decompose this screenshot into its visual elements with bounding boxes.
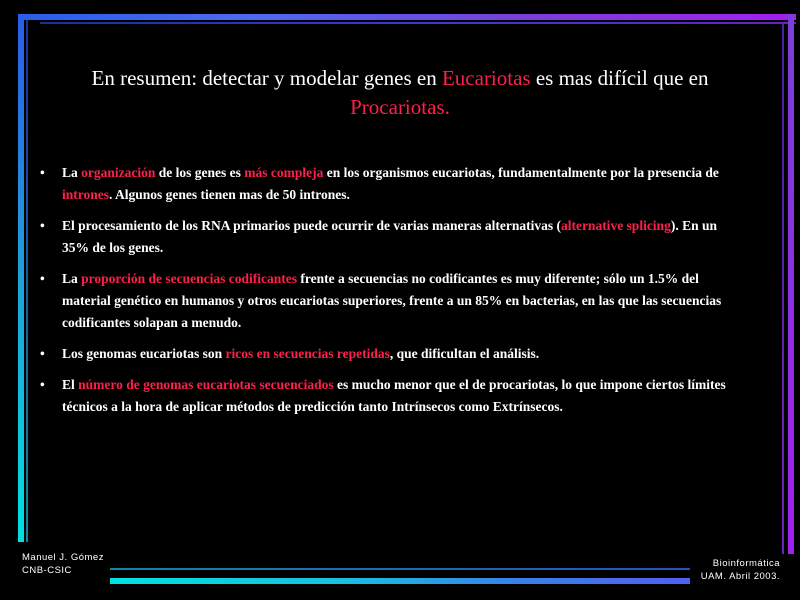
bullet-1-text-4: . Algunos genes tienen mas de 50 intrones.: [109, 187, 350, 202]
right-border-bar: [788, 14, 794, 554]
title-highlight-eucariotas: Eucariotas: [441, 66, 531, 90]
bullet-item-repetidas: [40, 343, 746, 365]
bullet-3-text-2: frente a secuencias no codificantes es muy diferente; sólo un 1.5% del material genético en humanos y otros eucariotas superiores, frente a un 85% en bacterias, en las que las secuencias codificantes solapan a menudo.: [62, 271, 722, 330]
right-border-inner-line: [782, 24, 784, 554]
bullet-3-text-1: La: [62, 271, 82, 286]
bullet-1-highlight-2: más compleja: [244, 165, 324, 180]
bullet-item-proporcion: [40, 268, 746, 334]
top-border-bar: [18, 14, 796, 20]
left-border-bar: [18, 14, 24, 542]
bottom-border-bar: [110, 578, 690, 584]
bullet-1-highlight-3: intrones: [62, 187, 110, 202]
bullet-1-text-1: La: [62, 165, 82, 180]
bullet-2-text-1: El procesamiento de los RNA primarios puede ocurrir de varias maneras alternativas (: [62, 218, 561, 233]
title-highlight-procariotas: Procariotas.: [350, 95, 450, 119]
bullet-dot-icon: •: [40, 346, 45, 361]
bullet-2-highlight-1: alternative splicing: [560, 218, 671, 233]
bullet-5-text-1: El: [62, 377, 79, 392]
footer-course-block: [701, 557, 780, 583]
left-border-inner-line: [26, 20, 28, 542]
bullet-4-highlight-1: ricos en secuencias repetidas: [225, 346, 390, 361]
bullet-dot-icon: •: [40, 271, 45, 286]
footer-author-block: [22, 551, 104, 577]
bullet-3-highlight-1: proporción de secuencias codificantes: [81, 271, 298, 286]
bullet-1-highlight-1: organización: [81, 165, 156, 180]
bullet-item-splicing: [40, 215, 746, 259]
bullet-item-genomas: [40, 374, 746, 418]
top-border-inner-line: [40, 22, 796, 24]
bullet-4-text-1: Los genomas eucariotas son: [62, 346, 226, 361]
bullet-5-highlight-1: número de genomas eucariotas secuenciados: [78, 377, 334, 392]
bullet-dot-icon: •: [40, 165, 45, 180]
bullet-dot-icon: •: [40, 377, 45, 392]
bullet-item-organizacion: [40, 162, 746, 206]
bullet-1-text-2: de los genes es: [155, 165, 245, 180]
bottom-border-inner-line: [110, 568, 690, 570]
slide-title: [40, 64, 760, 122]
bullet-5-text-2: es mucho menor que el de procariotas, lo que impone ciertos límites técnicos a la hora de aplicar métodos de predicción tanto Intrínsecos como Extrínsecos.: [62, 377, 726, 414]
footer-course: Bioinformática: [712, 558, 780, 569]
bullet-1-text-3: en los organismos eucariotas, fundamentalmente por la presencia de: [323, 165, 719, 180]
bullet-list: [40, 162, 746, 427]
bullet-dot-icon: •: [40, 218, 45, 233]
bullet-2-text-2: ). En un 35% de los genes.: [62, 218, 717, 255]
footer-date: UAM. Abril 2003.: [700, 571, 780, 582]
title-text-1: En resumen: detectar y modelar genes en: [91, 66, 442, 90]
footer-author: Manuel J. Gómez: [22, 552, 104, 563]
title-text-2: es mas difícil que en: [530, 66, 709, 90]
footer-institution: CNB-CSIC: [22, 565, 72, 576]
bullet-4-text-2: , que dificultan el análisis.: [389, 346, 540, 361]
